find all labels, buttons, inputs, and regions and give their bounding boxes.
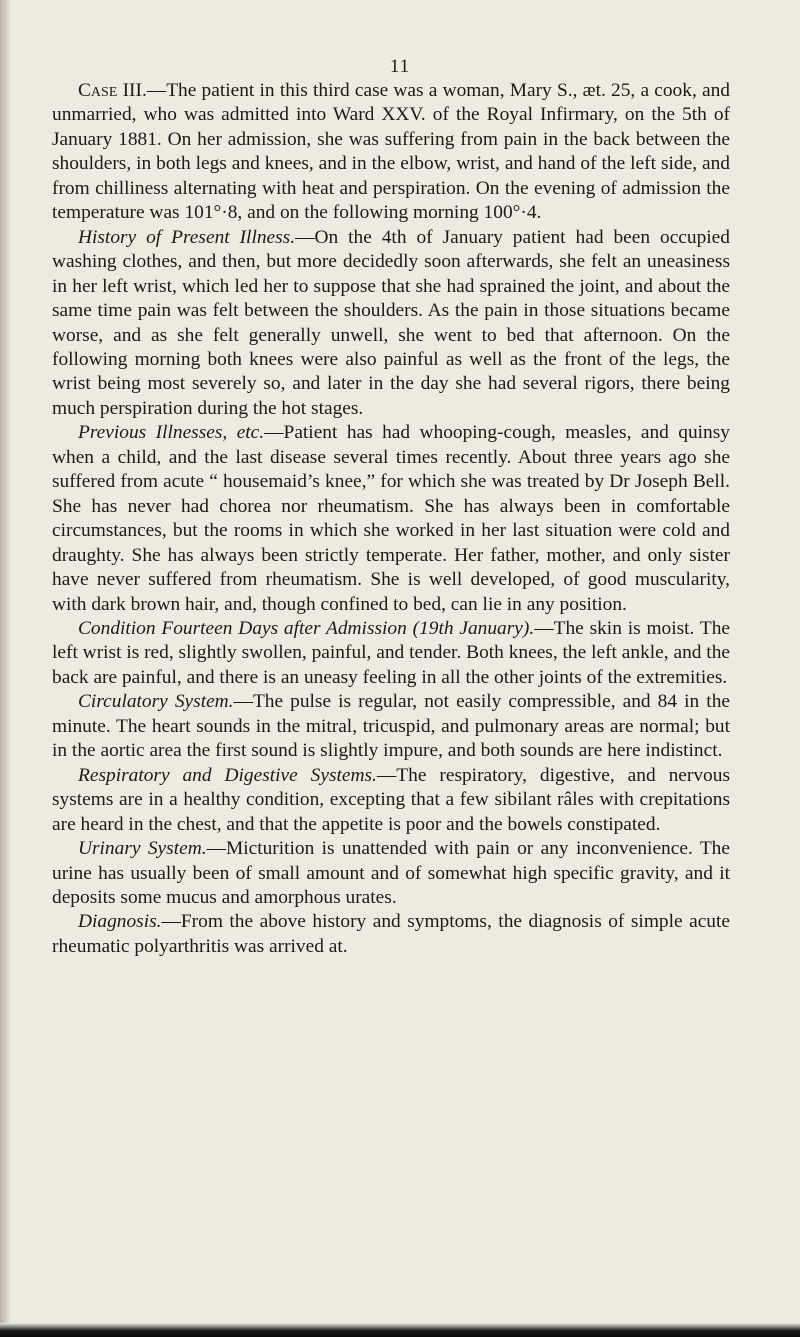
paragraph-body: —The pulse is regular, not easily compressible, and 84 in the minute. The heart sounds in the mitral, tricuspid, and pulmonary areas are normal; but in the aortic area the first sound is slightly impure, and both sounds are here indistinct. — [52, 691, 730, 762]
section-heading: Diagnosis. — [78, 911, 162, 933]
section-heading: History of Present Illness. — [78, 226, 296, 248]
paragraph-urinary — [52, 837, 730, 910]
paragraph-body: —Micturition is unattended with pain or any inconvenience. The urine has usually been of small amount and of somewhat high specific gravity, and it deposits some mucus and amorphous urates. — [52, 838, 730, 908]
case-heading: Case III. — [78, 80, 147, 101]
paragraph-condition — [52, 617, 730, 690]
paragraph-history — [52, 226, 730, 422]
paragraph-body: —On the 4th of January patient had been occupied washing clothes, and then, but more decidedly soon afterwards, she felt an uneasiness in her left wrist, which led her to suppose that she had sprained the joint, and about the same time pain was felt between the shoulders. As the pain in those situations became worse, and as she felt generally unwell, she went to bed that afternoon. On the following morning both knees were also painful as well as the front of the legs, the wrist being most severely so, and later in the day she had several rigors, there being much perspiration during the hot stages. — [52, 226, 730, 419]
paragraph-respiratory-digestive — [52, 764, 730, 837]
section-heading: Previous Illnesses, etc. — [78, 422, 265, 444]
page-left-edge-shadow — [0, 0, 10, 1337]
paragraph-case-iii — [52, 79, 730, 226]
paragraph-body: —From the above history and symptoms, the diagnosis of simple acute rheumatic polyarthritis was arrived at. — [52, 911, 730, 957]
paragraph-body: —The patient in this third case was a woman, Mary S., æt. 25, a cook, and unmarried, who was admitted into Ward XXV. of the Royal Infirmary, on the 5th of January 1881. On her admission, she was suffering from pain in the back between the shoulders, in both legs and knees, and in the elbow, wrist, and hand of the left side, and from chilliness alternating with heat and perspiration. On the evening of admission the temperature was 101°·8, and on the following morning 100°·4. — [52, 80, 731, 224]
section-heading: Urinary System. — [78, 838, 207, 860]
section-heading: Respiratory and Digestive Systems. — [78, 764, 377, 786]
section-heading: Condition Fourteen Days after Admission (19th January). — [78, 617, 535, 639]
page-bottom-edge — [0, 1323, 800, 1337]
paragraph-diagnosis — [52, 910, 730, 959]
section-heading: Circulatory System. — [78, 691, 234, 713]
paragraph-body: —The skin is moist. The left wrist is red, slightly swollen, painful, and tender. Both knees, the left ankle, and the back are painful, and there is an uneasy feeling in all the other joints of the extremities. — [52, 617, 730, 688]
body-text — [52, 79, 730, 959]
page-number: 11 — [389, 56, 411, 77]
paragraph-previous-illnesses — [52, 421, 730, 617]
paragraph-body: —The respiratory, digestive, and nervous systems are in a healthy condition, excepting that a few sibilant râles with crepitations are heard in the chest, and that the appetite is poor and the bowels constipated. — [52, 764, 730, 835]
paragraph-circulatory — [52, 690, 730, 763]
paragraph-body: —Patient has had whooping-cough, measles, and quinsy when a child, and the last disease several times recently. About three years ago she suffered from acute “ housemaid’s knee,” for which she was treated by Dr Joseph Bell. She has never had chorea nor rheumatism. She has always been in comfortable circumstances, but the rooms in which she worked in her last situation were cold and draughty. She has always been strictly temperate. Her father, mother, and only sister have never suffered from rheumatism. She is well developed, of good muscularity, with dark brown hair, and, though confined to bed, can lie in any position. — [52, 422, 730, 615]
